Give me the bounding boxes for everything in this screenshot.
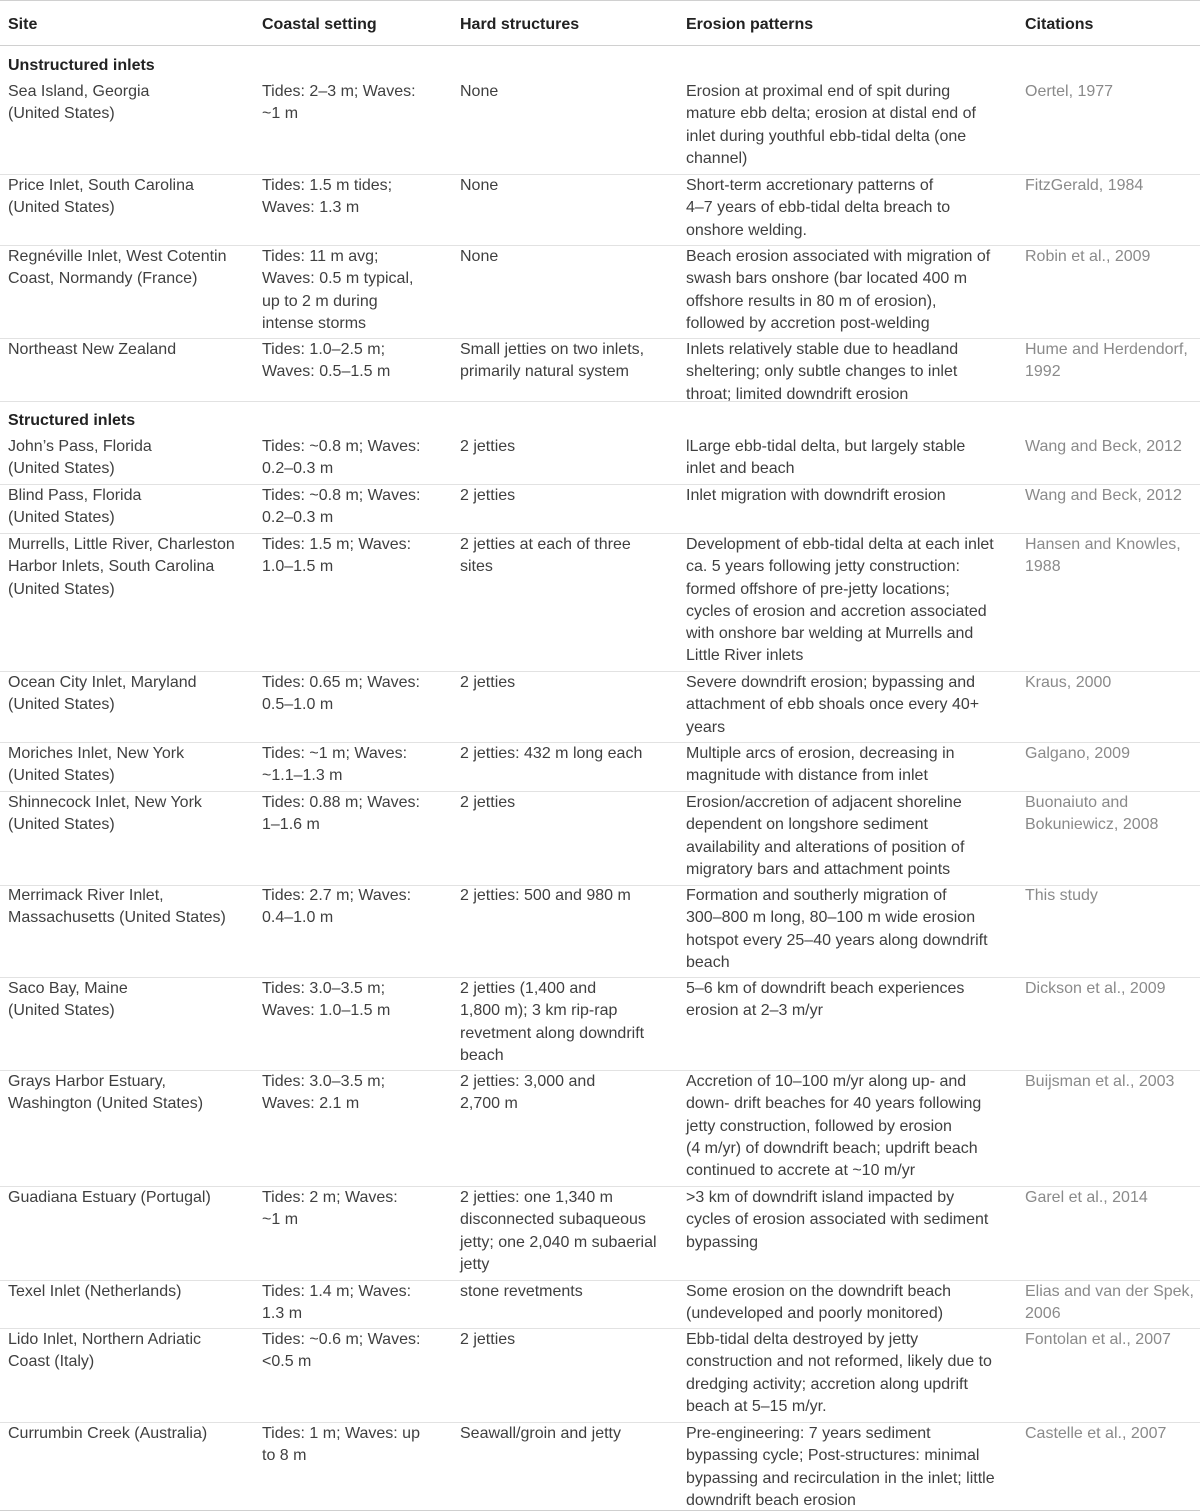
site-cell: Lido Inlet, Northern Adriatic Coast (Italy) <box>8 1331 201 1371</box>
structures-cell: 2 jetties <box>460 438 516 455</box>
erosion-cell: Severe downdrift erosion; bypassing and attachment of ebb shoals once every 40+ years <box>686 674 980 736</box>
citation-cell: Garel et al., 2014 <box>1025 1189 1148 1206</box>
citation-cell: Wang and Beck, 2012 <box>1025 438 1182 455</box>
table-row <box>0 175 1200 246</box>
table-row <box>0 1187 1200 1281</box>
citation-cell: Kraus, 2000 <box>1025 674 1112 691</box>
table-row <box>0 1071 1200 1187</box>
structures-cell: stone revetments <box>460 1283 583 1300</box>
section-title: Unstructured inlets <box>8 57 155 74</box>
structures-cell: 2 jetties at each of three sites <box>460 536 631 576</box>
citation-cell: Buijsman et al., 2003 <box>1025 1073 1175 1090</box>
erosion-cell: Ebb-tidal delta destroyed by jetty construction and not reformed, likely due to dredging activity; accretion along updrift beach at 5–15 m/yr. <box>686 1331 992 1415</box>
citation-cell: Castelle et al., 2007 <box>1025 1425 1167 1442</box>
site-cell: John’s Pass, Florida (United States) <box>8 438 152 478</box>
table-row <box>0 1281 1200 1329</box>
table-row <box>0 1329 1200 1423</box>
citation-cell: Hansen and Knowles, 1988 <box>1025 536 1181 576</box>
setting-cell: Tides: 1.5 m tides; Waves: 1.3 m <box>262 177 393 217</box>
setting-cell: Tides: 3.0–3.5 m; Waves: 1.0–1.5 m <box>262 980 391 1020</box>
erosion-cell: Multiple arcs of erosion, decreasing in magnitude with distance from inlet <box>686 745 955 785</box>
header-coastal-setting: Coastal setting <box>262 16 377 33</box>
citation-cell: Buonaiuto and Bokuniewicz, 2008 <box>1025 794 1159 834</box>
erosion-cell: Beach erosion associated with migration of swash bars onshore (bar located 400 m offshore results in 80 m of erosion), followed by accretion post-welding <box>686 248 991 332</box>
table-row <box>0 743 1200 792</box>
setting-cell: Tides: ~0.8 m; Waves: 0.2–0.3 m <box>262 438 421 478</box>
site-cell: Currumbin Creek (Australia) <box>8 1425 208 1442</box>
structures-cell: 2 jetties <box>460 794 516 811</box>
table-row <box>0 672 1200 743</box>
structures-cell: None <box>460 83 499 100</box>
erosion-cell: Accretion of 10–100 m/yr along up- and down- drift beaches for 40 years following jetty construction, followed by erosion (4 m/yr) of downdrift beach; updrift beach continued to accrete at ~10 m/yr <box>686 1073 982 1180</box>
structures-cell: 2 jetties <box>460 674 516 691</box>
citation-cell: Fontolan et al., 2007 <box>1025 1331 1171 1348</box>
section-title: Structured inlets <box>8 412 136 429</box>
citation-cell: Galgano, 2009 <box>1025 745 1130 762</box>
table-row <box>0 534 1200 672</box>
setting-cell: Tides: 1.5 m; Waves: 1.0–1.5 m <box>262 536 412 576</box>
setting-cell: Tides: 1 m; Waves: up to 8 m <box>262 1425 420 1465</box>
table-row <box>0 81 1200 175</box>
site-cell: Blind Pass, Florida (United States) <box>8 487 142 527</box>
structures-cell: Small jetties on two inlets, primarily natural system <box>460 341 645 381</box>
site-cell: Guadiana Estuary (Portugal) <box>8 1189 211 1206</box>
table-row <box>0 792 1200 886</box>
citation-cell: Dickson et al., 2009 <box>1025 980 1166 997</box>
site-cell: Grays Harbor Estuary, Washington (United States) <box>8 1073 204 1113</box>
site-cell: Texel Inlet (Netherlands) <box>8 1283 182 1300</box>
erosion-cell: Pre-engineering: 7 years sediment bypassing cycle; Post-structures: minimal bypassing and recirculation in the inlet; little downdrift beach erosion <box>686 1425 995 1509</box>
structures-cell: 2 jetties: one 1,340 m disconnected subaqueous jetty; one 2,040 m subaerial jetty <box>460 1189 657 1273</box>
citation-cell: Hume and Herdendorf, 1992 <box>1025 341 1188 381</box>
structures-cell: 2 jetties: 432 m long each <box>460 745 643 762</box>
structures-cell: Seawall/groin and jetty <box>460 1425 621 1442</box>
setting-cell: Tides: 2 m; Waves: ~1 m <box>262 1189 398 1229</box>
structures-cell: None <box>460 177 499 194</box>
site-cell: Regnéville Inlet, West Cotentin Coast, Normandy (France) <box>8 248 227 288</box>
site-cell: Saco Bay, Maine (United States) <box>8 980 128 1020</box>
setting-cell: Tides: ~1 m; Waves: ~1.1–1.3 m <box>262 745 408 785</box>
table-row <box>0 978 1200 1071</box>
erosion-cell: >3 km of downdrift island impacted by cycles of erosion associated with sediment bypassing <box>686 1189 989 1251</box>
header-erosion-patterns: Erosion patterns <box>686 16 814 33</box>
structures-cell: 2 jetties <box>460 1331 516 1348</box>
site-cell: Merrimack River Inlet, Massachusetts (United States) <box>8 887 226 927</box>
setting-cell: Tides: 2–3 m; Waves: ~1 m <box>262 83 416 123</box>
site-cell: Ocean City Inlet, Maryland (United States) <box>8 674 197 714</box>
citation-cell: Oertel, 1977 <box>1025 83 1114 100</box>
setting-cell: Tides: 2.7 m; Waves: 0.4–1.0 m <box>262 887 412 927</box>
setting-cell: Tides: 1.0–2.5 m; Waves: 0.5–1.5 m <box>262 341 391 381</box>
site-cell: Price Inlet, South Carolina (United States) <box>8 177 194 217</box>
erosion-cell: Erosion at proximal end of spit during mature ebb delta; erosion at distal end of inlet during youthful ebb-tidal delta (one channel) <box>686 83 976 167</box>
site-cell: Sea Island, Georgia (United States) <box>8 83 150 123</box>
erosion-cell: Inlet migration with downdrift erosion <box>686 487 946 504</box>
structures-cell: None <box>460 248 499 265</box>
erosion-cell: Inlets relatively stable due to headland sheltering; only subtle changes to inlet throat; limited downdrift erosion <box>686 341 959 403</box>
structures-cell: 2 jetties: 3,000 and 2,700 m <box>460 1073 596 1113</box>
erosion-cell: Erosion/accretion of adjacent shoreline dependent on longshore sediment availability and alterations of position of migratory bars and attachment points <box>686 794 965 878</box>
erosion-cell: Short-term accretionary patterns of 4–7 years of ebb-tidal delta breach to onshore welding. <box>686 177 951 239</box>
table-row <box>0 885 1200 978</box>
table-header <box>0 0 1200 46</box>
citation-cell: Elias and van der Spek, 2006 <box>1025 1283 1194 1323</box>
citation-cell: Wang and Beck, 2012 <box>1025 487 1182 504</box>
structures-cell: 2 jetties <box>460 487 516 504</box>
structures-cell: 2 jetties: 500 and 980 m <box>460 887 631 904</box>
erosion-cell: Development of ebb-tidal delta at each inlet ca. 5 years following jetty construction: formed offshore of pre-jetty locations; cycles of erosion and accretion associated with onshore bar welding at Murrells and Little River inlets <box>686 536 994 665</box>
table-row <box>0 485 1200 534</box>
citation-cell: Robin et al., 2009 <box>1025 248 1151 265</box>
setting-cell: Tides: 0.65 m; Waves: 0.5–1.0 m <box>262 674 420 714</box>
setting-cell: Tides: ~0.8 m; Waves: 0.2–0.3 m <box>262 487 421 527</box>
citation-cell: FitzGerald, 1984 <box>1025 177 1144 194</box>
erosion-cell: Formation and southerly migration of 300–800 m long, 80–100 m wide erosion hotspot every 25–40 years along downdrift beach <box>686 887 988 971</box>
erosion-cell: 5–6 km of downdrift beach experiences erosion at 2–3 m/yr <box>686 980 965 1020</box>
setting-cell: Tides: 1.4 m; Waves: 1.3 m <box>262 1283 412 1323</box>
table-row <box>0 339 1200 402</box>
site-cell: Moriches Inlet, New York (United States) <box>8 745 185 785</box>
erosion-cell: Some erosion on the downdrift beach (undeveloped and poorly monitored) <box>686 1283 952 1323</box>
header-site: Site <box>8 16 38 33</box>
site-cell: Murrells, Little River, Charleston Harbor Inlets, South Carolina (United States) <box>8 536 235 598</box>
table-row <box>0 246 1200 339</box>
setting-cell: Tides: ~0.6 m; Waves: <0.5 m <box>262 1331 421 1371</box>
header-hard-structures: Hard structures <box>460 16 580 33</box>
setting-cell: Tides: 0.88 m; Waves: 1–1.6 m <box>262 794 420 834</box>
site-cell: Shinnecock Inlet, New York (United States) <box>8 794 202 834</box>
setting-cell: Tides: 3.0–3.5 m; Waves: 2.1 m <box>262 1073 386 1113</box>
table-row <box>0 436 1200 485</box>
table-row <box>0 1423 1200 1511</box>
structures-cell: 2 jetties (1,400 and 1,800 m); 3 km rip-rap revetment along downdrift beach <box>460 980 645 1064</box>
header-citations: Citations <box>1025 16 1094 33</box>
erosion-cell: lLarge ebb-tidal delta, but largely stable inlet and beach <box>686 438 966 478</box>
site-cell: Northeast New Zealand <box>8 341 177 358</box>
citation-cell: This study <box>1025 887 1098 904</box>
setting-cell: Tides: 11 m avg; Waves: 0.5 m typical, up to 2 m during intense storms <box>262 248 414 332</box>
